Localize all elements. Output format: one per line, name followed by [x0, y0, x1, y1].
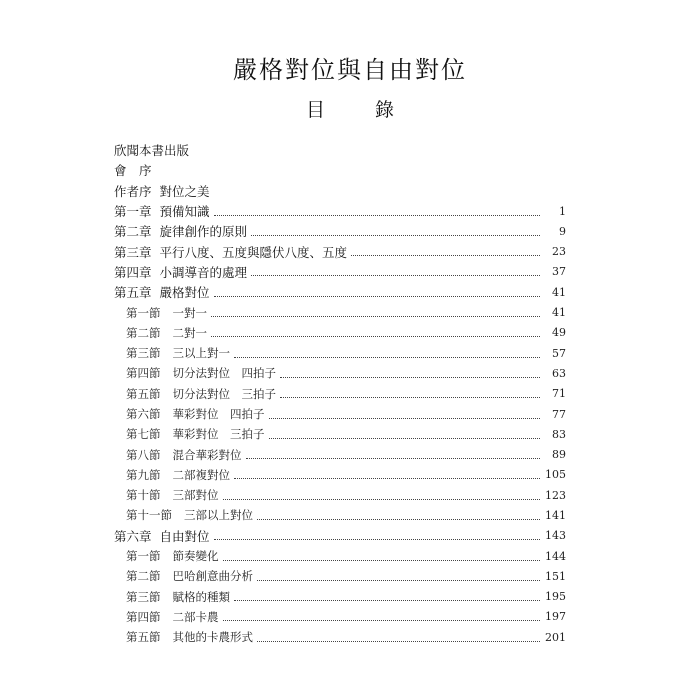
- toc-page-number: 77: [552, 407, 566, 421]
- toc-section-row[interactable]: [114, 384, 566, 404]
- toc-section-row[interactable]: [114, 505, 566, 525]
- toc-page-number: 83: [552, 427, 566, 441]
- toc-chapter-row[interactable]: [114, 201, 566, 221]
- toc-entry-number: 第六節: [126, 407, 161, 421]
- toc-section-row[interactable]: [114, 627, 566, 647]
- toc-section-row[interactable]: [114, 323, 566, 343]
- toc-entry-number: 第十一節: [126, 508, 172, 523]
- toc-entry-title: 切分法對位 三拍子: [172, 386, 276, 401]
- toc-leader-dots: [251, 235, 540, 236]
- toc-leader-dots: [269, 418, 541, 419]
- page-title: 嚴格對位與自由對位: [233, 56, 467, 84]
- toc-page-number: 57: [552, 346, 566, 360]
- toc-page-number: 41: [552, 285, 566, 299]
- toc-section-row[interactable]: [114, 302, 566, 322]
- toc-entry-number: 第三章: [114, 244, 152, 260]
- toc-page-number: 143: [545, 529, 566, 543]
- toc-entry-number: 第二章: [114, 224, 152, 240]
- toc-entry-number: 第三節: [126, 346, 161, 361]
- toc-entry-title: 嚴格對位: [159, 285, 210, 301]
- toc-chapter-row[interactable]: [114, 181, 566, 201]
- toc-leader-dots: [214, 539, 540, 540]
- toc-entry-title: 一對一: [172, 305, 207, 320]
- toc-entry-title: 賦格的種類: [172, 589, 230, 604]
- toc-entry-title: 二部卡農: [172, 609, 219, 624]
- toc-entry-number: 作者序: [114, 183, 152, 199]
- toc-chapter-row[interactable]: [114, 160, 566, 180]
- toc-entry-number: 第三節: [126, 589, 161, 604]
- toc-entry-title: 三部以上對位: [184, 508, 253, 523]
- toc-entry-number: 第十節: [126, 488, 161, 503]
- toc-entry-number: 第九節: [126, 467, 161, 482]
- toc-entry-title: 華彩對位 三拍子: [172, 427, 265, 442]
- toc-entry-title: 混合華彩對位: [172, 447, 242, 462]
- toc-page-number: 105: [545, 468, 566, 482]
- toc-entry-title: 巴哈創意曲分析: [172, 569, 253, 584]
- toc-page-number: 151: [545, 569, 566, 583]
- toc-entry-number: 第七節: [126, 427, 161, 442]
- toc-section-row[interactable]: [114, 485, 566, 505]
- toc-page-number: 9: [559, 224, 566, 238]
- toc-leader-dots: [257, 519, 540, 520]
- toc-entry-number: 第五章: [114, 285, 152, 301]
- toc-leader-dots: [257, 641, 540, 642]
- toc-page-number: 37: [552, 265, 566, 279]
- toc-section-row[interactable]: [114, 424, 566, 444]
- toc-entry-title: 旋律創作的原則: [159, 224, 248, 240]
- toc-page-number: 1: [559, 204, 566, 218]
- toc-entry-title: 對位之美: [159, 183, 210, 199]
- toc-entry-number: 第二節: [126, 325, 161, 340]
- toc-entry-number: 第一節: [126, 305, 161, 320]
- toc-entry-title: 二部複對位: [172, 467, 230, 482]
- toc-entry-title: 自由對位: [159, 528, 210, 544]
- toc-leader-dots: [234, 600, 540, 601]
- toc-section-row[interactable]: [114, 404, 566, 424]
- toc-chapter-row[interactable]: [114, 241, 566, 261]
- toc-entry-title: 其他的卡農形式: [172, 630, 253, 645]
- toc-entry-title: 華彩對位 四拍子: [172, 407, 265, 421]
- toc-entry-number: 第四節: [126, 609, 161, 624]
- toc-entry-title: 節奏變化: [172, 549, 219, 564]
- toc-leader-dots: [246, 458, 541, 459]
- toc-leader-dots: [223, 499, 541, 500]
- toc-entry-number: 第六章: [114, 528, 152, 544]
- toc-page-number: 201: [545, 630, 566, 644]
- toc-entry-number: 第一節: [126, 549, 161, 564]
- toc-section-row[interactable]: [114, 363, 566, 383]
- toc-heading-char-1: 目: [305, 99, 325, 121]
- toc-leader-dots: [351, 255, 540, 256]
- toc-entry-title: 三以上對一: [172, 346, 230, 361]
- toc-leader-dots: [269, 438, 541, 439]
- toc-entry-number: 第四節: [126, 366, 161, 381]
- toc-entry-number: 第二節: [126, 569, 161, 584]
- toc-page-number: 63: [552, 366, 566, 380]
- toc-page-number: 141: [545, 508, 566, 522]
- toc-page-number: 23: [552, 245, 566, 259]
- toc-entry-number: 第八節: [126, 447, 161, 462]
- toc-entry-number: 欣聞本書出版: [114, 143, 190, 159]
- toc-entry-title: 小調導音的處理: [159, 264, 248, 280]
- toc-entry-title: 預備知識: [159, 204, 210, 220]
- toc-entry-number: 第一章: [114, 204, 152, 220]
- toc-page-number: 89: [552, 448, 566, 462]
- toc-leader-dots: [214, 296, 540, 297]
- toc-entry-number: 第四章: [114, 264, 152, 280]
- toc-chapter-row[interactable]: [114, 262, 566, 282]
- toc-entry-title: 三部對位: [172, 488, 219, 503]
- toc-leader-dots: [234, 357, 540, 358]
- toc-chapter-row[interactable]: [114, 140, 566, 160]
- toc-entry-number: 第五節: [126, 386, 161, 401]
- toc-leader-dots: [211, 336, 540, 337]
- toc-section-row[interactable]: [114, 444, 566, 464]
- toc-entry-number: 第五節: [126, 630, 161, 645]
- toc-section-row[interactable]: [114, 587, 566, 607]
- toc-entry-title: 平行八度、五度與隱伏八度、五度: [159, 244, 348, 260]
- toc-page-number: 41: [552, 306, 566, 320]
- toc-entry-title: 二對一: [172, 325, 207, 340]
- toc-leader-dots: [211, 316, 540, 317]
- toc-section-row[interactable]: [114, 465, 566, 485]
- toc-heading: [0, 95, 700, 122]
- toc-page-number: 197: [545, 610, 566, 624]
- toc-leader-dots: [251, 275, 540, 276]
- toc-leader-dots: [280, 377, 540, 378]
- table-of-contents: [114, 140, 566, 647]
- toc-section-row[interactable]: [114, 607, 566, 627]
- toc-leader-dots: [280, 397, 540, 398]
- toc-section-row[interactable]: [114, 546, 566, 566]
- toc-chapter-row[interactable]: [114, 282, 566, 302]
- toc-entry-title: 切分法對位 四拍子: [172, 366, 276, 381]
- toc-page-number: 123: [545, 488, 566, 502]
- toc-section-row[interactable]: [114, 566, 566, 586]
- toc-chapter-row[interactable]: [114, 221, 566, 241]
- toc-heading-char-2: 錄: [375, 99, 395, 121]
- toc-page-number: 49: [552, 326, 566, 340]
- toc-leader-dots: [257, 580, 540, 581]
- toc-leader-dots: [223, 560, 541, 561]
- toc-leader-dots: [223, 620, 541, 621]
- toc-page-number: 71: [552, 387, 566, 401]
- toc-chapter-row[interactable]: [114, 526, 566, 546]
- toc-page-number: 195: [545, 590, 566, 604]
- toc-entry-number: 會 序: [114, 163, 152, 179]
- toc-leader-dots: [234, 478, 540, 479]
- toc-page-number: 144: [545, 549, 566, 563]
- toc-leader-dots: [214, 215, 540, 216]
- toc-section-row[interactable]: [114, 343, 566, 363]
